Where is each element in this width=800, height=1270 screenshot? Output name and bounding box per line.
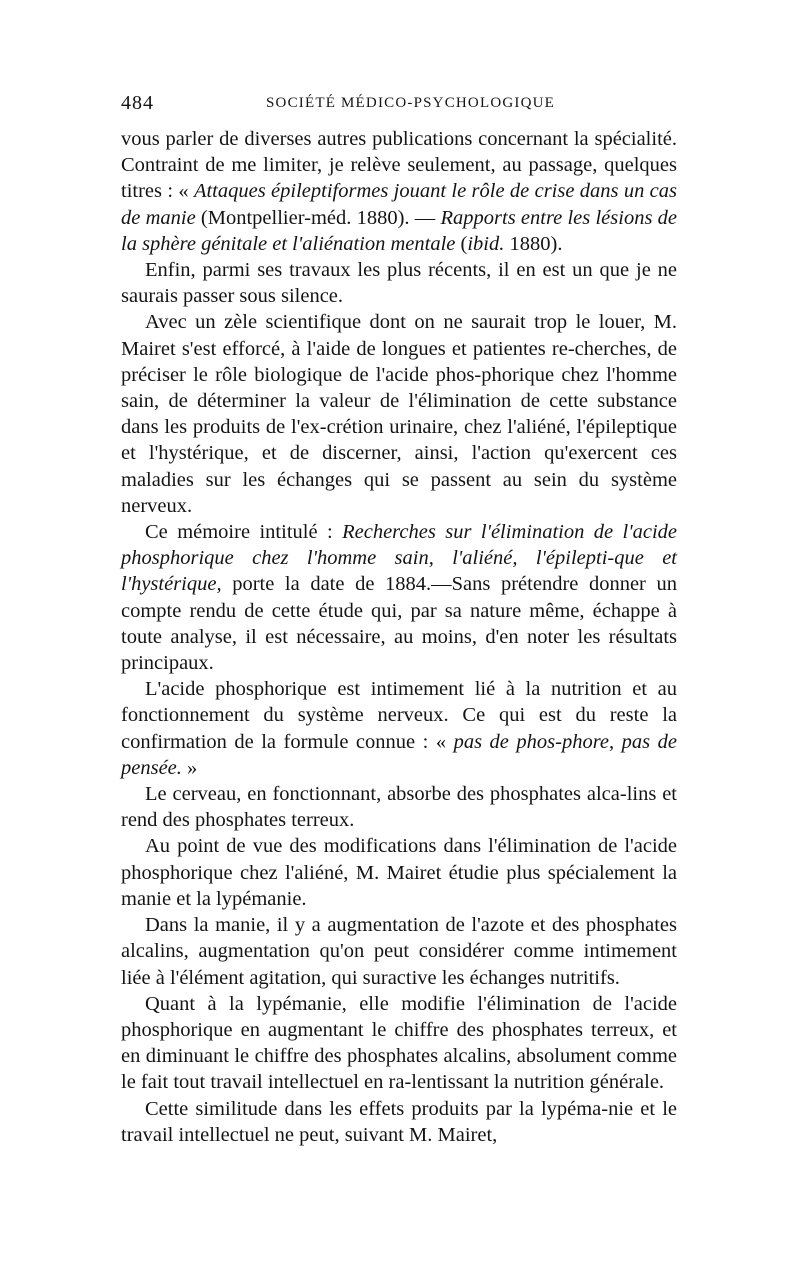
paragraph <box>121 991 677 1096</box>
paragraph <box>121 781 677 833</box>
paragraph <box>121 912 677 991</box>
paragraph <box>121 1096 677 1148</box>
text-run: Quant à la lypémanie, elle modifie l'élimination de l'acide phosphorique en augmentant le chiffre des phosphates terreux, et en diminuant le chiffre des phosphates alcalins, absolument comme le fait tout travail intellectuel en ra-lentissant la nutrition générale. <box>121 992 677 1094</box>
text-run: Dans la manie, il y a augmentation de l'azote et des phosphates alcalins, augmentation qu'on peut considérer comme intimement liée à l'élément agitation, qui suractive les échanges nutritifs. <box>121 914 677 989</box>
page-number: 484 <box>121 92 154 114</box>
body-text <box>121 126 677 1148</box>
page-header <box>121 92 681 118</box>
text-run: Au point de vue des modifications dans l'élimination de l'acide phosphorique chez l'aliéné, M. Mairet étudie plus spécialement la manie et la lypémanie. <box>121 835 677 910</box>
italic-text: Attaques épileptiformes jouant le rôle de crise dans un cas de manie <box>121 180 678 229</box>
text-run: (Montpellier-méd. 1880). — <box>195 206 441 229</box>
italic-text: ibid. <box>467 232 505 255</box>
italic-text: Rapports entre les lésions de la sphère génitale et l'aliénation mentale <box>121 206 678 255</box>
text-run: ( <box>455 232 468 255</box>
text-run: 1880). <box>504 232 563 255</box>
paragraph <box>121 676 677 781</box>
text-run: Cette similitude dans les effets produits par la lypéma-nie et le travail intellectuel ne peut, suivant M. Mairet, <box>121 1097 677 1146</box>
running-head: SOCIÉTÉ MÉDICO-PSYCHOLOGIQUE <box>266 95 556 111</box>
text-run: porte la date de 1884.—Sans prétendre donner un compte rendu de cette étude qui, par sa nature même, échappe à toute analyse, il est nécessaire, au moins, d'en noter les résultats principaux. <box>121 573 677 675</box>
paragraph <box>121 309 677 519</box>
paragraph <box>121 833 677 912</box>
paragraph <box>121 519 677 676</box>
paragraph <box>121 126 677 257</box>
text-run: Le cerveau, en fonctionnant, absorbe des phosphates alca-lins et rend des phosphates terreux. <box>121 783 677 832</box>
text-run: Ce mémoire intitulé : <box>145 521 343 544</box>
text-run: L'acide phosphorique est intimement lié à la nutrition et au fonctionnement du système nerveux. Ce qui est du reste la confirmation de la formule connue : « <box>121 678 677 753</box>
paragraph <box>121 257 677 309</box>
text-run: » <box>181 756 198 779</box>
text-run: vous parler de diverses autres publications concernant la spécialité. Contraint de me limiter, je relève seulement, au passage, quelques titres : « <box>121 128 677 203</box>
text-run: Enfin, parmi ses travaux les plus récents, il en est un que je ne saurais passer sous silence. <box>121 259 677 308</box>
text-run: Avec un zèle scientifique dont on ne saurait trop le louer, M. Mairet s'est efforcé, à l'aide de longues et patientes re-cherches, de préciser le rôle biologique de l'acide phos-phorique chez l'homme sain, de déterminer la valeur de l'élimination de cette substance dans les produits de l'ex-crétion urinaire, chez l'aliéné, l'épileptique et l'hystérique, et de discerner, ainsi, l'action qu'exercent ces maladies sur les échanges qui se passent au sein du système nerveux. <box>121 311 677 517</box>
italic-text: Recherches sur l'élimination de l'acide phosphorique chez l'homme sain, l'aliéné, l'épilepti-que et l'hystérique, <box>121 521 678 596</box>
italic-text: pas de phos-phore, pas de pensée. <box>121 730 677 779</box>
